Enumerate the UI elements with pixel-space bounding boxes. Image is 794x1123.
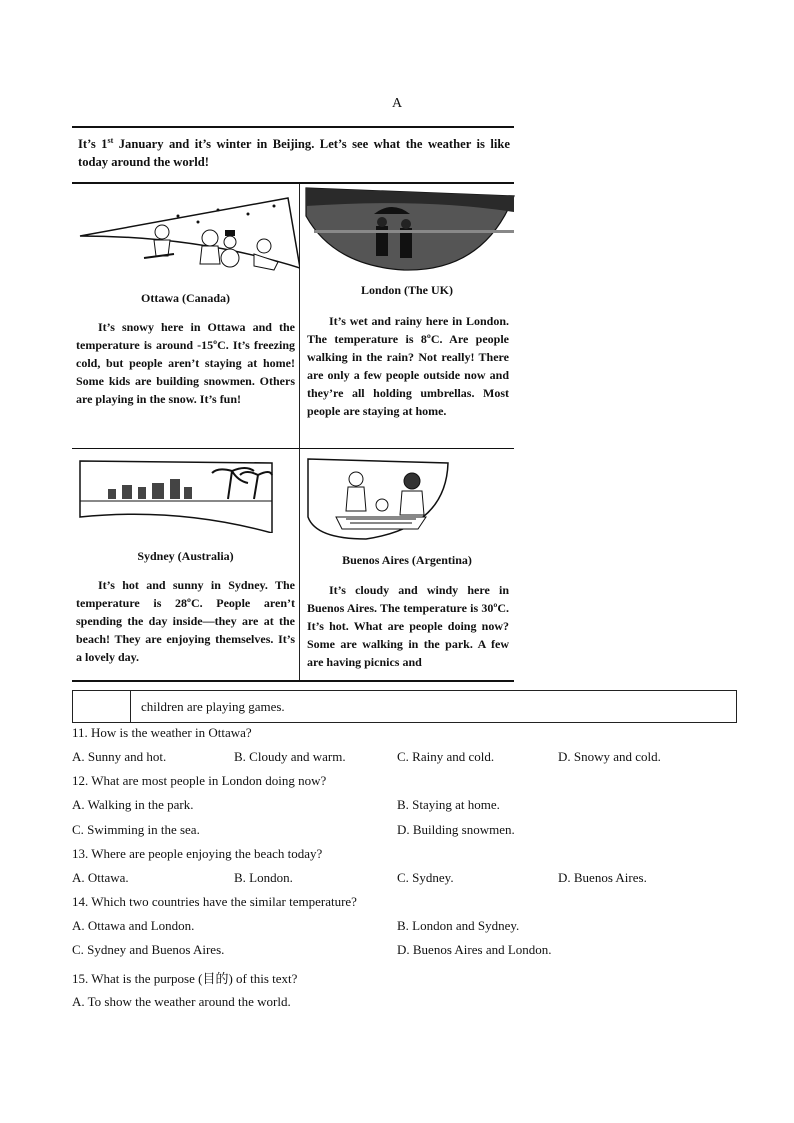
- question-stem: 15. What is the purpose (目的) of this text?: [72, 971, 298, 986]
- divider: [72, 126, 514, 128]
- continuation-row: [72, 690, 737, 723]
- panel-title: Sydney (Australia): [137, 549, 234, 563]
- answer-option[interactable]: B. Staying at home.: [397, 797, 500, 812]
- answer-option[interactable]: D. Buenos Aires.: [558, 870, 647, 885]
- question-stem: 14. Which two countries have the similar temperature?: [72, 894, 357, 909]
- answer-option[interactable]: D. Snowy and cold.: [558, 749, 661, 764]
- answer-option[interactable]: A. Ottawa and London.: [72, 918, 195, 933]
- continuation-text: children are playing games.: [141, 699, 285, 714]
- answer-option[interactable]: C. Rainy and cold.: [397, 749, 495, 764]
- answer-option[interactable]: B. London and Sydney.: [397, 918, 520, 933]
- answer-option[interactable]: D. Buenos Aires and London.: [397, 942, 552, 957]
- answer-option[interactable]: A. Sunny and hot.: [72, 749, 167, 764]
- panel-title: Buenos Aires (Argentina): [342, 553, 472, 567]
- answer-option[interactable]: B. Cloudy and warm.: [234, 749, 346, 764]
- divider: [72, 680, 514, 682]
- rain-umbrella-illustration: [304, 186, 516, 272]
- panel-london: [300, 184, 514, 448]
- panel-body: It’s cloudy and windy here in Buenos Aires. The temperature is 30ºC. It’s hot. What are people doing now? Some are walking in the park. A few are having picnics and: [307, 583, 509, 669]
- question-stem: 11. How is the weather in Ottawa?: [72, 725, 252, 740]
- reading-passage: [72, 126, 514, 682]
- section-letter: A: [392, 96, 403, 111]
- picnic-illustration: [306, 457, 452, 541]
- answer-option[interactable]: A. Ottawa.: [72, 870, 129, 885]
- panel-ottawa: [72, 184, 299, 448]
- answer-option[interactable]: C. Swimming in the sea.: [72, 822, 200, 837]
- panel-sydney: [72, 449, 299, 680]
- passage-intro: It’s 1st January and it’s winter in Beijing. Let’s see what the weather is like today around the world!: [78, 136, 510, 170]
- answer-option[interactable]: A. To show the weather around the world.: [72, 994, 291, 1009]
- panel-body: It’s snowy here in Ottawa and the temperature is around -15ºC. It’s freezing cold, but people aren’t staying at home! Some kids are building snowmen. Others are playing in the snow. It’s fun!: [76, 320, 295, 406]
- answer-option[interactable]: C. Sydney and Buenos Aires.: [72, 942, 225, 957]
- snowmen-illustration: [78, 196, 300, 276]
- question-stem: 13. Where are people enjoying the beach today?: [72, 846, 323, 861]
- question-stem: 12. What are most people in London doing now?: [72, 773, 327, 788]
- panel-body: It’s wet and rainy here in London. The temperature is 8ºC. Are people walking in the rain? Not really! There are only a few people outside now and they’re all holding umbrellas. Most people are staying at home.: [307, 314, 509, 418]
- panel-body: It’s hot and sunny in Sydney. The temperature is 28ºC. People aren’t spending the day inside—they are at the beach! They are enjoying themselves. It’s a lovely day.: [76, 578, 295, 664]
- divider: [130, 691, 131, 722]
- panel-title: Ottawa (Canada): [141, 291, 230, 305]
- answer-option[interactable]: D. Building snowmen.: [397, 822, 515, 837]
- answer-option[interactable]: A. Walking in the park.: [72, 797, 194, 812]
- beach-city-illustration: [78, 457, 274, 533]
- answer-option[interactable]: B. London.: [234, 870, 293, 885]
- answer-option[interactable]: C. Sydney.: [397, 870, 454, 885]
- panel-buenos-aires: [300, 449, 514, 680]
- panel-title: London (The UK): [360, 283, 454, 297]
